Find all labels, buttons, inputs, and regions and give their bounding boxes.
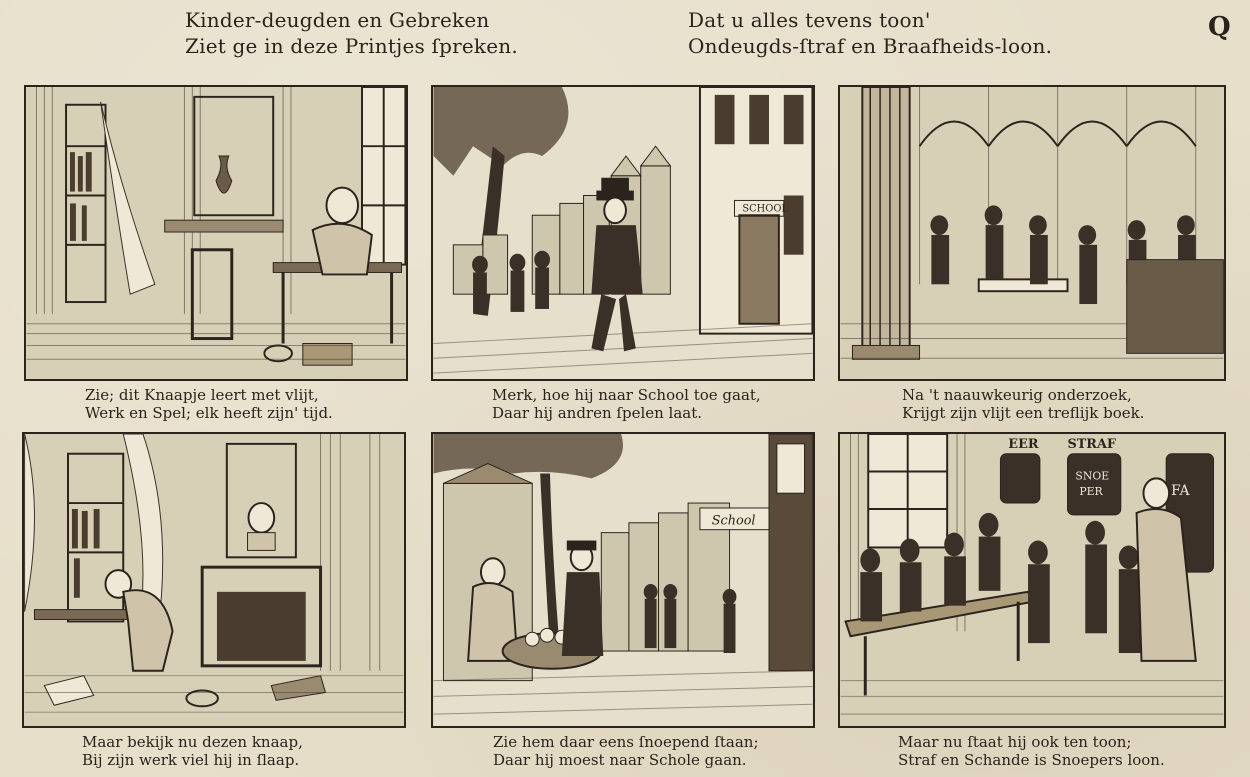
engraving-asleep [24, 434, 404, 726]
panel-3-caption-line2: Krijgt zijn vlijt een treflijk boek. [902, 404, 1145, 422]
panel-1-caption-line2: Werk en Spel; elk heeft zijn' tijd. [85, 404, 333, 422]
header-left-line1: Kinder-deugden en Gebreken [185, 8, 490, 32]
panel-5-caption-line2: Daar hij moest naar Schole gaan. [493, 751, 747, 769]
panel-5-caption-line1: Zie hem daar eens ſnoepend ſtaan; [493, 733, 759, 751]
header-right-line2: Ondeugds-ſtraf en Braafheids-loon. [688, 34, 1053, 58]
board-fa: FA [1171, 483, 1190, 500]
panel-1-studying [24, 85, 408, 381]
engraving-award [840, 87, 1224, 379]
sign-eer: EER [1008, 436, 1039, 452]
panel-4-caption-line1: Maar bekijk nu dezen knaap, [82, 733, 303, 751]
panel-3-caption-line1: Na 't naauwkeurig onderzoek, [902, 386, 1132, 404]
panel-6-punishment [838, 432, 1226, 728]
school-sign-text: SCHOOL [742, 203, 788, 215]
panel-2-school-walk [431, 85, 815, 381]
engraving-snacking [433, 434, 813, 726]
school-sign-italic: School [711, 513, 756, 529]
header-right-line1: Dat u alles tevens toon' [688, 8, 931, 32]
engraving-studying [26, 87, 406, 379]
sign-straf: STRAF [1067, 436, 1116, 452]
panel-3-award [838, 85, 1226, 381]
corner-letter: Q [1208, 12, 1231, 42]
panel-6-caption-line2: Straf en Schande is Snoepers loon. [898, 751, 1165, 769]
board-per: PER [1079, 485, 1103, 499]
panel-6-caption-line1: Maar nu ſtaat hij ook ten toon; [898, 733, 1132, 751]
engraving-punishment [840, 434, 1224, 726]
panel-2-caption-line1: Merk, hoe hij naar School toe gaat, [492, 386, 761, 404]
panel-2-caption-line2: Daar hij andren ſpelen laat. [492, 404, 703, 422]
panel-5-snacking [431, 432, 815, 728]
panel-4-asleep [22, 432, 406, 728]
header-left-line2: Ziet ge in deze Printjes ſpreken. [185, 34, 518, 58]
panel-4-caption-line2: Bij zijn werk viel hij in ſlaap. [82, 751, 300, 769]
board-snoe: SNOE [1075, 469, 1110, 483]
engraving-school-walk [433, 87, 813, 379]
panel-1-caption-line1: Zie; dit Knaapje leert met vlijt, [85, 386, 319, 404]
